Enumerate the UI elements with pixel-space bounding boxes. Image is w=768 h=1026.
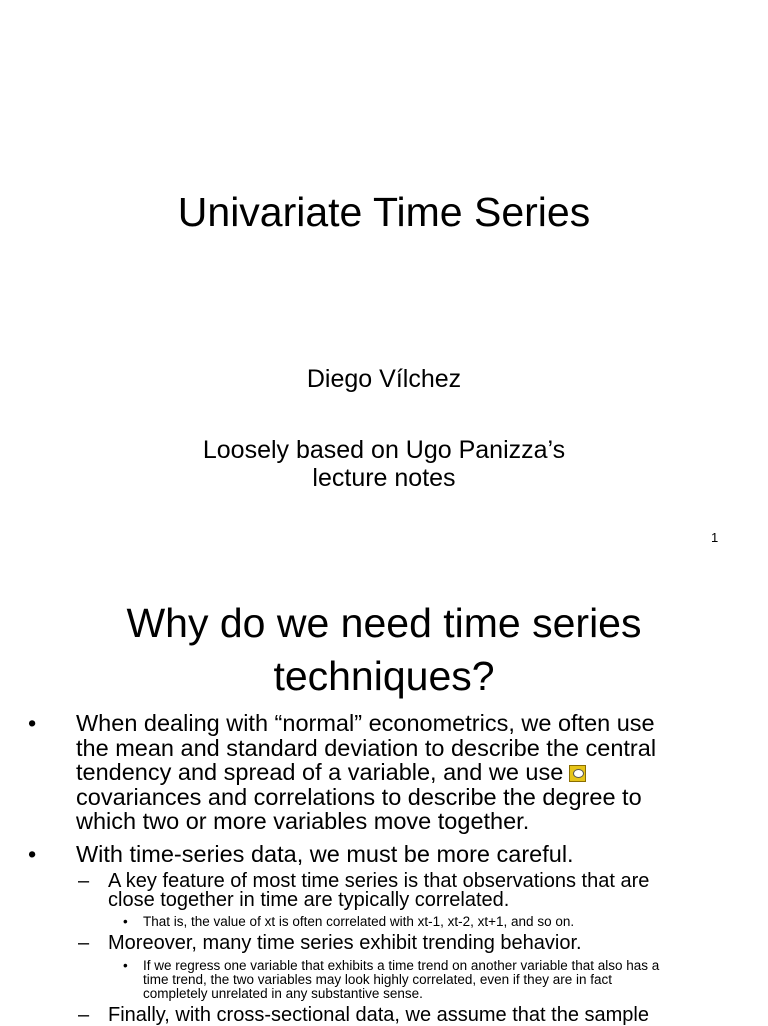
sub-sub-bullet-marker: • — [123, 958, 128, 973]
author: Diego Vílchez — [306, 365, 462, 393]
slide-title-line-1: Why do we need time series — [126, 600, 642, 646]
sub-sub-bullet-1: That is, the value of xt is often correlated with xt-1, xt-2, xt+1, and so on. — [143, 914, 575, 929]
note-line-2: lecture notes — [312, 464, 456, 492]
comment-icon[interactable] — [569, 765, 586, 782]
bullet-marker: • — [28, 710, 37, 736]
bullet-line: which two or more variables move together. — [76, 808, 530, 834]
bullet-line-with-comment — [76, 760, 656, 785]
sub-bullet-marker: – — [78, 870, 90, 892]
sub-sub-bullet-line: completely unrelated in any substantive sense. — [143, 986, 423, 1001]
sub-bullet-line: A key feature of most time series is that observations that are — [108, 870, 650, 892]
slide-title: Univariate Time Series — [177, 189, 591, 235]
sub-sub-bullet-marker: • — [123, 914, 128, 929]
sub-bullet-marker: – — [78, 1004, 90, 1026]
sub-bullet-2: Moreover, many time series exhibit trending behavior. — [108, 932, 582, 954]
page-number: 1 — [711, 530, 719, 545]
bullet-marker: • — [28, 841, 37, 867]
sub-bullet-line: close together in time are typically correlated. — [108, 889, 510, 911]
bullet-2: With time-series data, we must be more careful. — [76, 841, 574, 867]
bullet-line: the mean and standard deviation to describe the central — [76, 734, 657, 761]
slide-title-line-2: techniques? — [273, 653, 495, 699]
sub-sub-bullet-line: time trend, the two variables may look highly correlated, even if they are in fact — [143, 972, 612, 987]
sub-bullet-3: Finally, with cross-sectional data, we assume that the sample — [108, 1004, 649, 1026]
sub-sub-bullet-2 — [143, 959, 659, 1001]
bullet-line: When dealing with “normal” econometrics, we often use — [76, 710, 655, 736]
note-line-1: Loosely based on Ugo Panizza’s — [202, 436, 566, 464]
bullet-1 — [76, 711, 656, 834]
sub-sub-bullet-line: If we regress one variable that exhibits a time trend on another variable that also has a — [143, 958, 660, 973]
bullet-line: covariances and correlations to describe the degree to — [76, 783, 642, 810]
bullet-line: tendency and spread of a variable, and we use — [76, 759, 564, 785]
sub-bullet-marker: – — [78, 932, 90, 954]
sub-bullet-1 — [108, 872, 649, 910]
